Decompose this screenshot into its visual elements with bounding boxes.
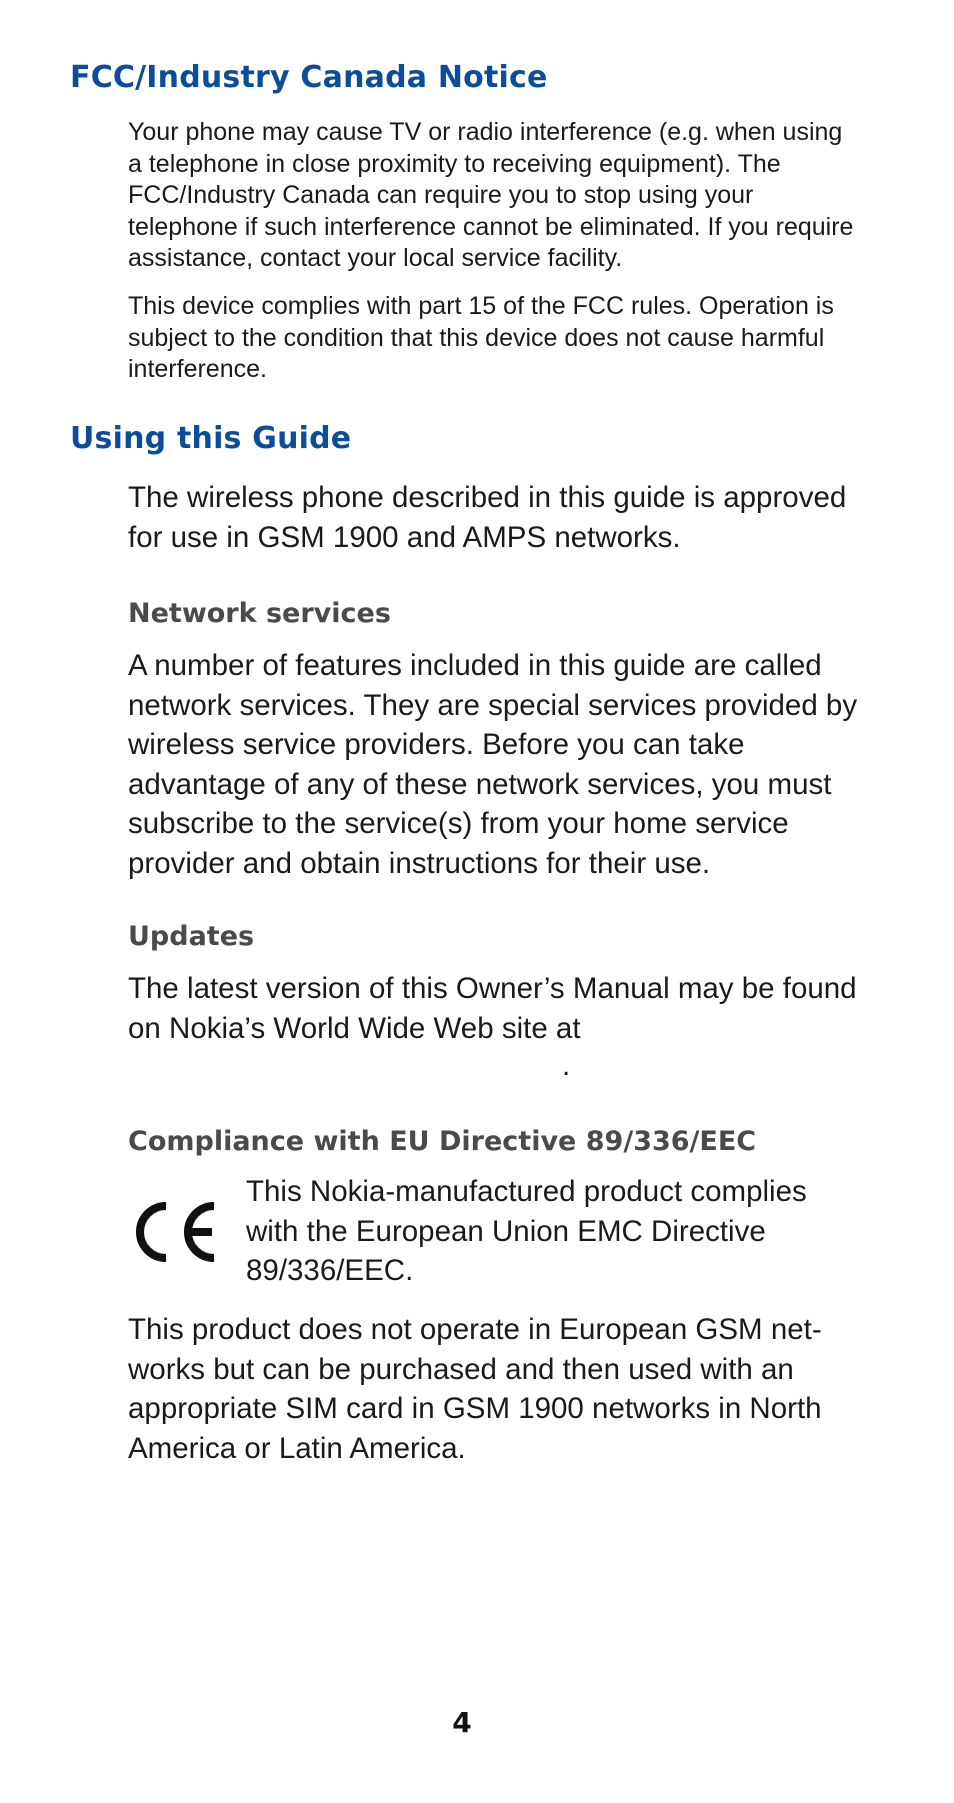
using-guide-heading: Using this Guide <box>70 421 352 456</box>
updates-trailing-period: . <box>562 1049 571 1082</box>
fcc-interference-paragraph: Your phone may cause TV or radio interference (e.g. when using a telephone in close proximity to receiving equipment). The FCC/Industry Canada can require you to stop using your telephone if such interference cannot be eliminated. If you require assistance, contact your local service facility. <box>128 118 854 272</box>
compliance-heading: Compliance with EU Directive 89/336/EEC <box>128 1126 757 1157</box>
fcc-notice-heading: FCC/Industry Canada Notice <box>70 60 548 95</box>
ce-conformity-icon <box>132 1198 220 1266</box>
guide-intro-paragraph: The wireless phone described in this guide is approved for use in GSM 1900 and AMPS networks. <box>128 481 847 554</box>
ce-compliance-paragraph: This Nokia-manufactured product complies with the European Union EMC Directive 89/336/EEC. <box>246 1175 807 1287</box>
fcc-part15-paragraph: This device complies with part 15 of the FCC rules. Operation is subject to the condition that this device does not cause harmful interference. <box>128 292 834 383</box>
network-services-heading: Network services <box>128 598 391 629</box>
network-services-paragraph: A number of features included in this guide are called network services. They are special services provided by wireless service providers. Before you can take advantage of any of these network services, you must subscribe to the service(s) from your home service provider and obtain instructions for their use. <box>128 649 858 880</box>
updates-paragraph: The latest version of this Owner’s Manual may be found on Nokia’s World Wide Web site at <box>128 972 857 1045</box>
updates-url-line <box>128 1049 828 1089</box>
updates-heading: Updates <box>128 921 255 952</box>
compliance-body-paragraph: This product does not operate in European GSM net-works but can be purchased and then used with an appropriate SIM card in GSM 1900 networks in North America or Latin America. <box>128 1313 822 1465</box>
page-number: 4 <box>452 1706 472 1739</box>
